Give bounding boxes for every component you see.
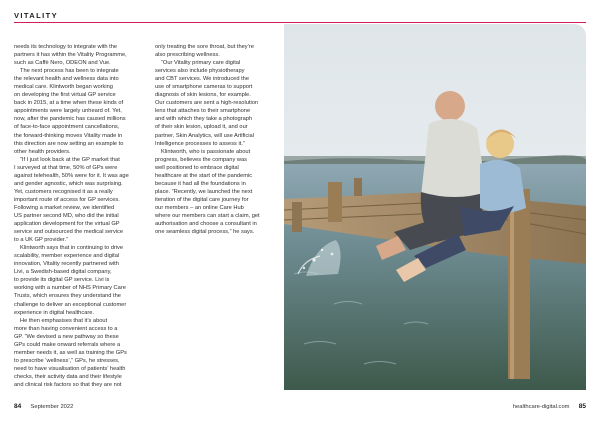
text-line: appointments were largely unheard of. Yet, xyxy=(14,108,122,115)
text-line: Intelligence processes to assess it.” xyxy=(155,140,245,147)
text-line: and CBT services. We introduced the xyxy=(155,76,249,83)
text-line: I surveyed at that time, 50% of GPs were xyxy=(14,164,118,171)
text-line: other health providers. xyxy=(14,148,71,155)
text-line: partners it has within the Vitality Programme, xyxy=(14,52,127,59)
text-line: service and outsourced the medical service xyxy=(14,229,124,236)
text-line: also prescribing wellness. xyxy=(155,52,220,59)
text-line: against telehealth, 50% were for it. It was age xyxy=(14,172,129,179)
text-line: one seamless digital process,” he says. xyxy=(155,229,255,236)
text-line: where our members can start a claim, get xyxy=(155,212,260,219)
text-line: and gender agnostic, which was surprising. xyxy=(14,180,123,187)
text-line: Klintworth says that in continuing to drive xyxy=(20,245,124,252)
text-line: member needs it, as well as training the GPs xyxy=(14,349,127,356)
text-line: “Our Vitality primary care digital xyxy=(161,60,241,67)
text-line: place. “Recently, we launched the next xyxy=(155,188,253,195)
text-line: checks, their activity data and their lifestyle xyxy=(14,373,122,380)
text-line: because it had all the foundations in xyxy=(155,180,246,187)
text-line: more than having convenient access to a xyxy=(14,325,118,332)
site-url[interactable]: healthcare-digital.com xyxy=(512,403,570,410)
text-line: Klintworth, who is passionate about xyxy=(161,148,251,155)
text-line: on developing the first virtual GP service xyxy=(14,92,116,99)
text-line: and clinical risk factors so that they are not xyxy=(14,381,122,388)
text-line: Following a market review, we identified xyxy=(14,204,115,211)
text-line: now, after the pandemic has caused millions xyxy=(14,116,126,123)
text-line: back in 2015, at a time when these kinds of xyxy=(14,100,124,107)
text-line: of face-to-face appointment cancellations, xyxy=(14,124,120,131)
text-line: medical care. Klintworth began working xyxy=(14,84,113,91)
text-line: He then emphasises that it’s about xyxy=(20,317,108,324)
text-line: our members – an online Care Hub xyxy=(155,204,244,211)
text-line: GP. “We devised a new pathway so these xyxy=(14,333,119,340)
text-line: iteration of the digital care journey for xyxy=(155,196,249,203)
text-line: Livi, a Swedish-based digital company, xyxy=(14,269,112,276)
right-page-number: 85 xyxy=(578,403,586,410)
feature-photo xyxy=(284,24,586,390)
left-page-number: 84 xyxy=(14,403,22,410)
text-line: the forward-thinking moves Vitality made in xyxy=(14,132,123,139)
text-line: well positioned to embrace digital xyxy=(155,164,239,171)
footer-left xyxy=(14,403,73,410)
text-line: “If I just look back at the GP market that xyxy=(20,156,120,163)
text-line: to a UK GP provider.” xyxy=(14,237,68,244)
text-line: use of smartphone cameras to support xyxy=(155,84,253,91)
text-line: Yet, customers recognised it as a really xyxy=(14,188,113,195)
text-line: GPs could make onward referrals where a xyxy=(14,341,121,348)
footer-right xyxy=(513,403,586,410)
text-line: healthcare at the start of the pandemic xyxy=(155,172,253,179)
text-line: to prescribe ‘wellness’,” GPs, he stresses, xyxy=(14,357,120,364)
text-line: partner, Skin Analytics, will use Artificial xyxy=(155,132,254,139)
text-line: challenge to deliver an exceptional customer xyxy=(14,301,127,308)
section-title: VITALITY xyxy=(14,11,58,20)
text-line: need to have visualisation of patients’ health xyxy=(14,365,126,372)
text-line: and with which they take a photograph xyxy=(155,116,253,123)
grandfather-child-dock-illustration xyxy=(284,24,586,390)
text-line: this direction are now setting an example to xyxy=(14,140,124,147)
text-line: Trusts, which ensures they understand the xyxy=(14,293,121,300)
text-line: needs its technology to integrate with the xyxy=(14,44,118,50)
text-line: US partner second MD, who did the initial xyxy=(14,212,119,219)
article-column-right xyxy=(155,43,280,236)
text-line: experience in digital healthcare. xyxy=(14,309,94,316)
text-line: the relevant health and wellness data into xyxy=(14,76,119,83)
text-line: important route of access for GP services. xyxy=(14,196,120,203)
text-line: Our customers are sent a high-resolution xyxy=(155,100,259,107)
text-line: working with a number of NHS Primary Care xyxy=(14,285,126,292)
page-footer xyxy=(14,403,586,415)
text-line: services also include physiotherapy xyxy=(155,68,245,75)
header-rule xyxy=(14,22,586,23)
text-line: only treating the sore throat, but they’re xyxy=(155,44,254,50)
text-line: of their skin lesion, upload it, and our xyxy=(155,124,248,131)
article-column-left xyxy=(14,43,144,389)
text-line: to provide its digital GP service. Livi is xyxy=(14,277,110,284)
text-line: innovation, Vitality recently partnered with xyxy=(14,261,119,268)
text-line: lens that attaches to their smartphone xyxy=(155,108,251,115)
text-line: application development for the virtual GP xyxy=(14,221,120,228)
text-line: The next process has been to integrate xyxy=(20,68,119,75)
text-line: such as Caffè Nero, ODEON and Vue. xyxy=(14,60,111,67)
text-line: progress, believes the company was xyxy=(155,156,247,163)
issue-date: September 2022 xyxy=(30,403,74,410)
text-line: authorisation and choose a consultant in xyxy=(155,221,257,228)
text-line: diagnosis of skin lesions, for example. xyxy=(155,92,251,99)
text-line: scalability, member experience and digital xyxy=(14,253,120,260)
